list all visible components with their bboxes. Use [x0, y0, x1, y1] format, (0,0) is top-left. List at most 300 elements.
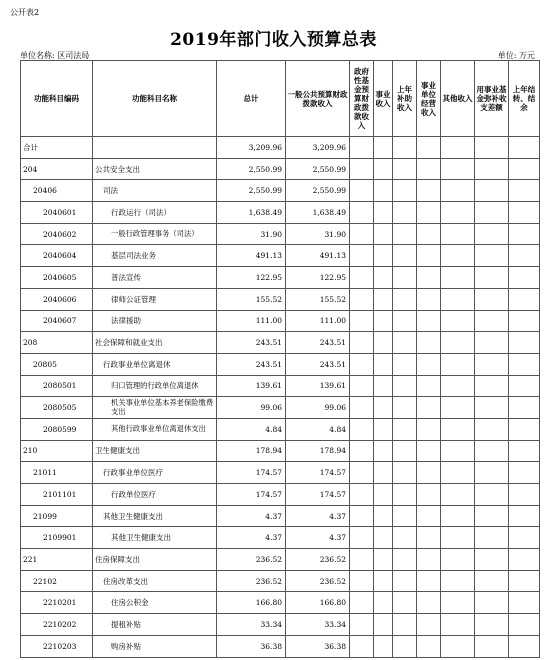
- cell-total: 243.51: [217, 332, 286, 354]
- currency-unit-label: 单位: 万元: [497, 51, 535, 60]
- cell-empty: [393, 592, 417, 614]
- cell-empty: [441, 549, 475, 571]
- cell-empty: [350, 592, 374, 614]
- cell-empty: [417, 202, 441, 224]
- header-general-budget: 一般公共预算财政拨款收入: [286, 61, 350, 137]
- cell-empty: [441, 180, 475, 202]
- cell-general-budget: 236.52: [286, 549, 350, 571]
- header-carryover: 上年结转、结余: [509, 61, 540, 137]
- cell-empty: [441, 484, 475, 506]
- cell-empty: [374, 375, 393, 397]
- cell-empty: [417, 592, 441, 614]
- cell-code: 208: [21, 332, 93, 354]
- cell-empty: [350, 549, 374, 571]
- cell-empty: [441, 418, 475, 440]
- cell-name: 归口管理的行政单位离退休: [93, 375, 217, 397]
- cell-empty: [417, 462, 441, 484]
- cell-general-budget: 236.52: [286, 570, 350, 592]
- table-row: [21, 158, 540, 180]
- table-row: [21, 505, 540, 527]
- cell-empty: [374, 614, 393, 636]
- table-row: [21, 527, 540, 549]
- cell-name: 卫生健康支出: [93, 440, 217, 462]
- cell-total: 99.06: [217, 397, 286, 419]
- cell-empty: [509, 332, 540, 354]
- cell-total: 4.37: [217, 527, 286, 549]
- header-total: 总计: [217, 61, 286, 137]
- table-row: [21, 288, 540, 310]
- cell-empty: [393, 484, 417, 506]
- cell-empty: [393, 202, 417, 224]
- cell-empty: [393, 375, 417, 397]
- cell-empty: [350, 202, 374, 224]
- cell-empty: [393, 397, 417, 419]
- cell-code: 2040606: [21, 288, 93, 310]
- cell-empty: [350, 462, 374, 484]
- cell-empty: [350, 180, 374, 202]
- cell-empty: [417, 288, 441, 310]
- cell-empty: [417, 397, 441, 419]
- cell-empty: [417, 527, 441, 549]
- cell-empty: [475, 180, 509, 202]
- cell-empty: [509, 592, 540, 614]
- cell-total: 111.00: [217, 310, 286, 332]
- cell-empty: [441, 353, 475, 375]
- cell-total: 236.52: [217, 570, 286, 592]
- cell-code: 2080505: [21, 397, 93, 419]
- cell-empty: [374, 635, 393, 657]
- cell-empty: [509, 462, 540, 484]
- table-row: [21, 332, 540, 354]
- cell-empty: [509, 202, 540, 224]
- cell-code: 2040604: [21, 245, 93, 267]
- cell-empty: [374, 527, 393, 549]
- cell-empty: [475, 592, 509, 614]
- header-business-income: 事业收入: [374, 61, 393, 137]
- cell-code: 2040605: [21, 267, 93, 289]
- cell-empty: [475, 397, 509, 419]
- cell-empty: [441, 592, 475, 614]
- cell-empty: [417, 223, 441, 245]
- cell-empty: [393, 440, 417, 462]
- cell-empty: [350, 570, 374, 592]
- cell-empty: [350, 527, 374, 549]
- cell-empty: [475, 353, 509, 375]
- cell-name: 一般行政管理事务（司法）: [93, 223, 217, 245]
- cell-total: 36.38: [217, 635, 286, 657]
- cell-empty: [475, 288, 509, 310]
- cell-empty: [350, 614, 374, 636]
- cell-empty: [509, 223, 540, 245]
- cell-empty: [441, 614, 475, 636]
- cell-total: 174.57: [217, 462, 286, 484]
- cell-empty: [393, 137, 417, 159]
- cell-general-budget: 178.94: [286, 440, 350, 462]
- cell-general-budget: 155.52: [286, 288, 350, 310]
- cell-empty: [393, 310, 417, 332]
- cell-empty: [393, 635, 417, 657]
- cell-empty: [374, 549, 393, 571]
- cell-empty: [509, 288, 540, 310]
- cell-empty: [417, 332, 441, 354]
- cell-empty: [374, 397, 393, 419]
- cell-empty: [475, 614, 509, 636]
- cell-total: 174.57: [217, 484, 286, 506]
- cell-empty: [509, 180, 540, 202]
- cell-empty: [350, 137, 374, 159]
- cell-general-budget: 4.37: [286, 527, 350, 549]
- cell-code: 204: [21, 158, 93, 180]
- cell-general-budget: 243.51: [286, 353, 350, 375]
- cell-empty: [417, 614, 441, 636]
- cell-code: 合计: [21, 137, 93, 159]
- cell-empty: [509, 310, 540, 332]
- cell-general-budget: 174.57: [286, 462, 350, 484]
- cell-code: 2040602: [21, 223, 93, 245]
- cell-total: 33.34: [217, 614, 286, 636]
- table-row: [21, 202, 540, 224]
- cell-empty: [350, 288, 374, 310]
- cell-empty: [393, 462, 417, 484]
- cell-empty: [350, 375, 374, 397]
- cell-empty: [417, 267, 441, 289]
- cell-empty: [509, 137, 540, 159]
- cell-empty: [441, 462, 475, 484]
- cell-empty: [350, 310, 374, 332]
- cell-empty: [350, 397, 374, 419]
- cell-code: 21099: [21, 505, 93, 527]
- cell-empty: [393, 180, 417, 202]
- cell-general-budget: 4.84: [286, 418, 350, 440]
- cell-name: 购房补贴: [93, 635, 217, 657]
- cell-total: 1,638.49: [217, 202, 286, 224]
- cell-empty: [509, 245, 540, 267]
- cell-empty: [441, 288, 475, 310]
- cell-empty: [417, 635, 441, 657]
- cell-empty: [475, 223, 509, 245]
- cell-empty: [374, 353, 393, 375]
- cell-empty: [393, 223, 417, 245]
- cell-name: 住房改革支出: [93, 570, 217, 592]
- header-other-income: 其他收入: [441, 61, 475, 137]
- cell-empty: [417, 180, 441, 202]
- cell-empty: [374, 288, 393, 310]
- cell-empty: [393, 570, 417, 592]
- cell-name: 基层司法业务: [93, 245, 217, 267]
- cell-empty: [441, 527, 475, 549]
- cell-empty: [441, 202, 475, 224]
- cell-empty: [393, 549, 417, 571]
- cell-empty: [374, 267, 393, 289]
- table-row: [21, 353, 540, 375]
- cell-empty: [350, 505, 374, 527]
- cell-empty: [417, 549, 441, 571]
- cell-empty: [350, 158, 374, 180]
- cell-empty: [393, 245, 417, 267]
- header-operating-income: 事业单位经营收入: [417, 61, 441, 137]
- cell-total: 236.52: [217, 549, 286, 571]
- cell-total: 31.90: [217, 223, 286, 245]
- cell-empty: [393, 505, 417, 527]
- cell-total: 4.37: [217, 505, 286, 527]
- cell-empty: [393, 158, 417, 180]
- cell-total: 155.52: [217, 288, 286, 310]
- cell-empty: [475, 267, 509, 289]
- cell-code: 20805: [21, 353, 93, 375]
- cell-empty: [374, 180, 393, 202]
- table-row: [21, 245, 540, 267]
- cell-general-budget: 2,550.99: [286, 180, 350, 202]
- header-prior-subsidy: 上年补助收入: [393, 61, 417, 137]
- cell-total: 243.51: [217, 353, 286, 375]
- cell-empty: [393, 332, 417, 354]
- cell-empty: [417, 310, 441, 332]
- cell-empty: [441, 635, 475, 657]
- cell-empty: [441, 375, 475, 397]
- budget-table: [20, 60, 540, 658]
- table-row: [21, 592, 540, 614]
- cell-name: 住房保障支出: [93, 549, 217, 571]
- cell-empty: [475, 375, 509, 397]
- cell-name: 行政单位医疗: [93, 484, 217, 506]
- cell-empty: [509, 397, 540, 419]
- cell-empty: [509, 375, 540, 397]
- cell-empty: [417, 484, 441, 506]
- cell-name: 社会保障和就业支出: [93, 332, 217, 354]
- cell-empty: [441, 570, 475, 592]
- cell-empty: [417, 158, 441, 180]
- cell-empty: [475, 505, 509, 527]
- cell-empty: [441, 505, 475, 527]
- cell-empty: [509, 418, 540, 440]
- cell-name: 法律援助: [93, 310, 217, 332]
- cell-empty: [475, 462, 509, 484]
- cell-code: 2210201: [21, 592, 93, 614]
- cell-empty: [475, 418, 509, 440]
- cell-empty: [374, 505, 393, 527]
- cell-empty: [374, 223, 393, 245]
- cell-general-budget: 174.57: [286, 484, 350, 506]
- cell-empty: [441, 158, 475, 180]
- cell-empty: [475, 635, 509, 657]
- cell-general-budget: 2,550.99: [286, 158, 350, 180]
- cell-code: 21011: [21, 462, 93, 484]
- cell-code: 2101101: [21, 484, 93, 506]
- table-row: [21, 614, 540, 636]
- cell-empty: [350, 267, 374, 289]
- cell-empty: [441, 310, 475, 332]
- cell-empty: [475, 137, 509, 159]
- cell-general-budget: 1,638.49: [286, 202, 350, 224]
- cell-empty: [374, 202, 393, 224]
- cell-total: 2,550.99: [217, 180, 286, 202]
- cell-name: 提租补贴: [93, 614, 217, 636]
- cell-name: 行政事业单位离退休: [93, 353, 217, 375]
- cell-name: 机关事业单位基本养老保险缴费支出: [93, 397, 217, 419]
- cell-empty: [374, 484, 393, 506]
- cell-empty: [509, 505, 540, 527]
- cell-empty: [475, 310, 509, 332]
- cell-empty: [374, 440, 393, 462]
- cell-code: 2210203: [21, 635, 93, 657]
- cell-empty: [441, 223, 475, 245]
- cell-empty: [393, 288, 417, 310]
- cell-total: 122.95: [217, 267, 286, 289]
- cell-total: 4.84: [217, 418, 286, 440]
- cell-empty: [350, 484, 374, 506]
- cell-code: 221: [21, 549, 93, 571]
- cell-name: 律师公证管理: [93, 288, 217, 310]
- table-label: 公开表2: [10, 8, 40, 17]
- cell-general-budget: 3,209.96: [286, 137, 350, 159]
- unit-name-label: 单位名称: 区司法局: [20, 51, 90, 60]
- cell-name: 其他行政事业单位离退休支出: [93, 418, 217, 440]
- cell-empty: [374, 332, 393, 354]
- cell-name: 其他卫生健康支出: [93, 505, 217, 527]
- table-row: [21, 223, 540, 245]
- cell-code: 2210202: [21, 614, 93, 636]
- cell-total: 166.80: [217, 592, 286, 614]
- cell-empty: [374, 418, 393, 440]
- cell-empty: [509, 570, 540, 592]
- cell-general-budget: 4.37: [286, 505, 350, 527]
- table-row: [21, 397, 540, 419]
- cell-general-budget: 111.00: [286, 310, 350, 332]
- cell-general-budget: 166.80: [286, 592, 350, 614]
- cell-empty: [475, 245, 509, 267]
- table-row: [21, 484, 540, 506]
- cell-empty: [509, 484, 540, 506]
- cell-empty: [509, 549, 540, 571]
- cell-name: 其他卫生健康支出: [93, 527, 217, 549]
- cell-empty: [441, 245, 475, 267]
- cell-empty: [393, 418, 417, 440]
- cell-empty: [350, 353, 374, 375]
- cell-empty: [441, 267, 475, 289]
- cell-empty: [417, 353, 441, 375]
- cell-empty: [417, 440, 441, 462]
- cell-empty: [509, 614, 540, 636]
- cell-empty: [509, 267, 540, 289]
- cell-total: 139.61: [217, 375, 286, 397]
- cell-general-budget: 33.34: [286, 614, 350, 636]
- cell-empty: [441, 397, 475, 419]
- cell-empty: [417, 375, 441, 397]
- cell-empty: [509, 635, 540, 657]
- cell-general-budget: 139.61: [286, 375, 350, 397]
- table-row: [21, 549, 540, 571]
- cell-empty: [393, 267, 417, 289]
- table-row: [21, 462, 540, 484]
- cell-empty: [350, 245, 374, 267]
- cell-empty: [475, 570, 509, 592]
- cell-empty: [441, 440, 475, 462]
- cell-empty: [417, 570, 441, 592]
- cell-total: 491.13: [217, 245, 286, 267]
- cell-empty: [350, 332, 374, 354]
- cell-name: 普法宣传: [93, 267, 217, 289]
- cell-empty: [350, 418, 374, 440]
- header-gov-fund: 政府性基金预算财政拨款收入: [350, 61, 374, 137]
- cell-empty: [417, 137, 441, 159]
- table-body: [21, 137, 540, 658]
- cell-empty: [350, 635, 374, 657]
- cell-empty: [374, 570, 393, 592]
- table-row: [21, 570, 540, 592]
- cell-empty: [475, 332, 509, 354]
- cell-empty: [475, 158, 509, 180]
- cell-name: [93, 137, 217, 159]
- cell-empty: [393, 614, 417, 636]
- cell-empty: [374, 592, 393, 614]
- table-row: [21, 137, 540, 159]
- cell-empty: [374, 462, 393, 484]
- table-row: [21, 635, 540, 657]
- cell-name: 住房公积金: [93, 592, 217, 614]
- cell-general-budget: 31.90: [286, 223, 350, 245]
- cell-empty: [509, 440, 540, 462]
- cell-general-budget: 491.13: [286, 245, 350, 267]
- cell-empty: [417, 418, 441, 440]
- cell-empty: [509, 527, 540, 549]
- cell-empty: [374, 137, 393, 159]
- cell-code: 22102: [21, 570, 93, 592]
- cell-empty: [441, 137, 475, 159]
- cell-total: 2,550.99: [217, 158, 286, 180]
- cell-empty: [393, 527, 417, 549]
- cell-name: 行政运行（司法）: [93, 202, 217, 224]
- table-row: [21, 440, 540, 462]
- cell-total: 178.94: [217, 440, 286, 462]
- cell-code: 2040601: [21, 202, 93, 224]
- cell-code: 2040607: [21, 310, 93, 332]
- cell-empty: [509, 158, 540, 180]
- header-fund-offset: 用事业基金弥补收支差额: [475, 61, 509, 137]
- cell-empty: [374, 158, 393, 180]
- cell-empty: [441, 332, 475, 354]
- cell-empty: [350, 223, 374, 245]
- cell-general-budget: 122.95: [286, 267, 350, 289]
- page-title: 2019年部门收入预算总表: [170, 30, 377, 50]
- table-row: [21, 375, 540, 397]
- cell-name: 公共安全支出: [93, 158, 217, 180]
- cell-code: 210: [21, 440, 93, 462]
- header-name: 功能科目名称: [93, 61, 217, 137]
- cell-code: 20406: [21, 180, 93, 202]
- cell-empty: [475, 440, 509, 462]
- cell-general-budget: 99.06: [286, 397, 350, 419]
- header-code: 功能科目编码: [21, 61, 93, 137]
- cell-empty: [417, 505, 441, 527]
- cell-empty: [475, 202, 509, 224]
- cell-name: 行政事业单位医疗: [93, 462, 217, 484]
- cell-empty: [374, 245, 393, 267]
- cell-empty: [475, 527, 509, 549]
- cell-code: 2080501: [21, 375, 93, 397]
- cell-empty: [475, 549, 509, 571]
- cell-general-budget: 243.51: [286, 332, 350, 354]
- cell-empty: [475, 484, 509, 506]
- cell-code: 2109901: [21, 527, 93, 549]
- table-row: [21, 310, 540, 332]
- cell-empty: [509, 353, 540, 375]
- cell-total: 3,209.96: [217, 137, 286, 159]
- cell-name: 司法: [93, 180, 217, 202]
- cell-empty: [374, 310, 393, 332]
- table-row: [21, 267, 540, 289]
- cell-general-budget: 36.38: [286, 635, 350, 657]
- cell-empty: [393, 353, 417, 375]
